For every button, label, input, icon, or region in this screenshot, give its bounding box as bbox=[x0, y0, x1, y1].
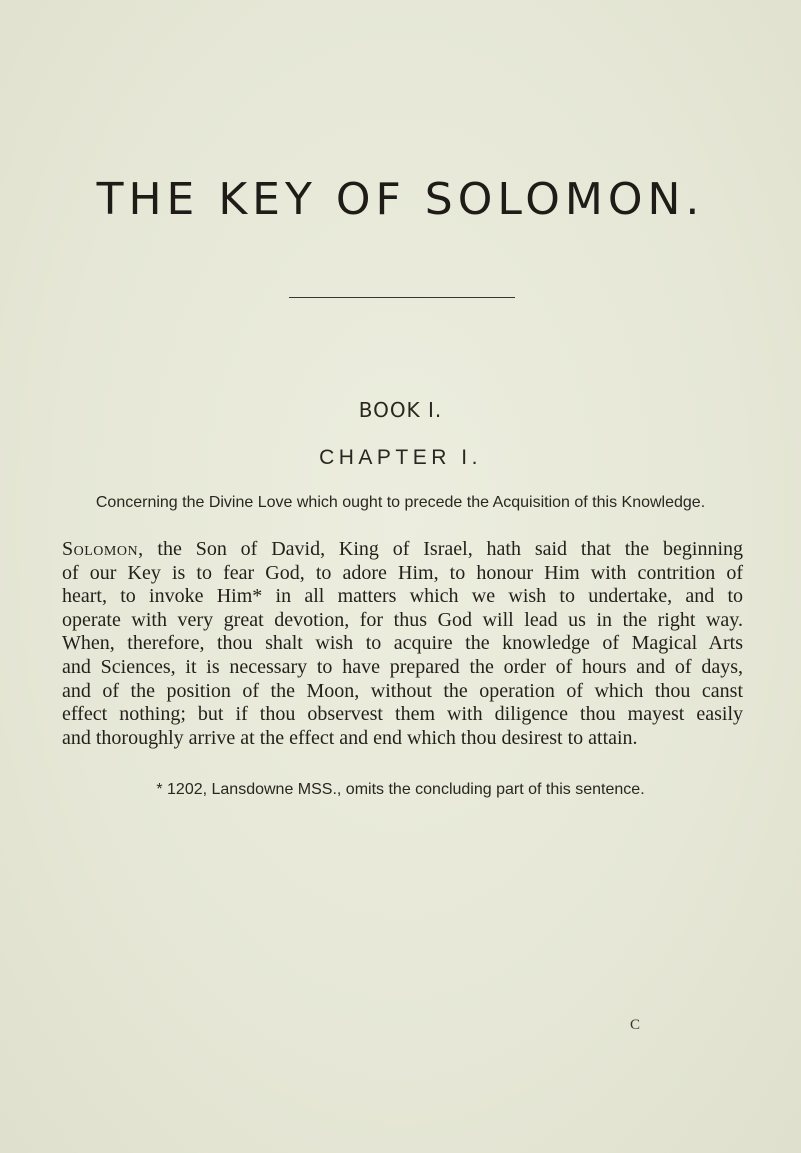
body-line-text: the Son of David, King of Israel, hath said that the beginning bbox=[143, 538, 743, 560]
body-line: operate with very great devotion, for thus God will lead us in the right way. bbox=[62, 608, 743, 631]
document-title: THE KEY OF SOLOMON. bbox=[96, 174, 705, 225]
chapter-subtitle: Concerning the Divine Love which ought to precede the Acquisition of this Knowledge. bbox=[95, 494, 706, 511]
body-paragraph bbox=[62, 538, 743, 750]
book-heading: BOOK I. bbox=[358, 398, 443, 422]
body-line: of our Key is to fear God, to adore Him, to honour Him with contrition of bbox=[62, 561, 743, 584]
body-line: effect nothing; but if thou observest them with diligence thou mayest easily bbox=[62, 703, 743, 726]
body-line: heart, to invoke Him* in all matters which we wish to undertake, and to bbox=[62, 585, 743, 608]
body-line: and thoroughly arrive at the effect and end which thou desirest to attain. bbox=[62, 726, 638, 749]
body-line: and of the position of the Moon, without the operation of which thou canst bbox=[62, 679, 743, 702]
chapter-heading: CHAPTER I. bbox=[319, 446, 482, 469]
footnote: * 1202, Lansdowne MSS., omits the concluding part of this sentence. bbox=[156, 781, 645, 798]
title-rule-divider bbox=[289, 297, 515, 298]
signature-mark: C bbox=[630, 1017, 641, 1033]
lead-word: Solomon, bbox=[62, 538, 144, 560]
body-line bbox=[62, 538, 743, 562]
body-line: and Sciences, it is necessary to have prepared the order of hours and of days, bbox=[62, 655, 743, 678]
body-line: When, therefore, thou shalt wish to acquire the knowledge of Magical Arts bbox=[62, 632, 743, 655]
